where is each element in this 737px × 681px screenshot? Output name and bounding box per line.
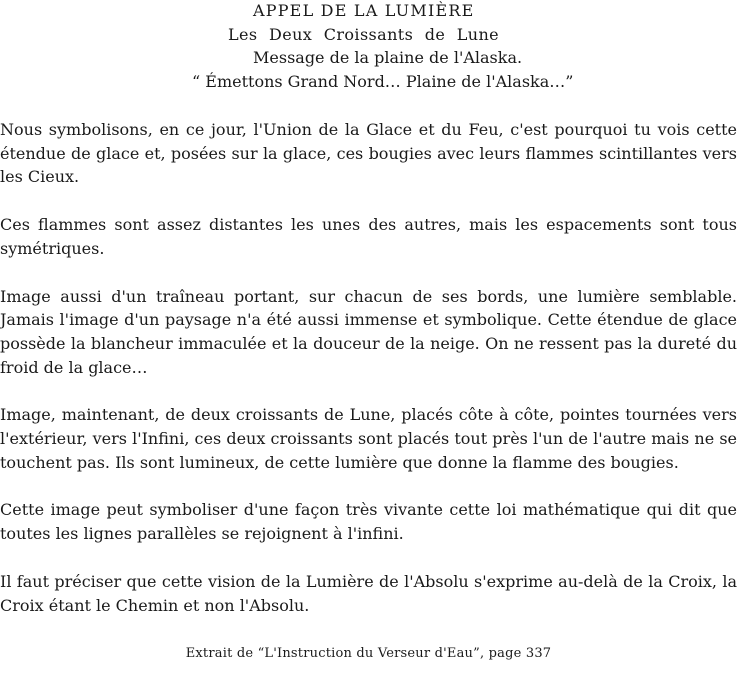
paragraph-4: Image, maintenant, de deux croissants de Lune, placés côte à côte, pointes tournées vers l'extérieur, vers l'Infini, ces deux croissants sont placés tout près l'un de l'autre mais ne se touchent pas. Ils sont lumineux, de cette lumière que donne la flamme des bougies. [0,405,737,472]
quote-line: “ Émettons Grand Nord… Plaine de l'Alaska…” [192,72,574,91]
paragraph-2: Ces flammes sont assez distantes les unes des autres, mais les espacements sont tous symétriques. [0,215,737,258]
document-subtitle: Les Deux Croissants de Lune [228,25,500,44]
source-citation: Extrait de “L'Instruction du Verseur d'Eau”, page 337 [185,646,552,661]
document-body [0,118,737,641]
paragraph-5: Cette image peut symboliser d'une façon très vivante cette loi mathématique qui dit que toutes les lignes parallèles se rejoignent à l'infini. [0,500,737,544]
paragraph-1: Nous symbolisons, en ce jour, l'Union de la Glace et du Feu, c'est pourquoi tu vois cette étendue de glace et, posées sur la glace, ces bougies avec leurs flammes scintillantes vers les Cieux. [0,120,737,187]
document-title: APPEL DE LA LUMIÈRE [253,1,475,20]
paragraph-6: Il faut préciser que cette vision de la Lumière de l'Absolu s'exprime au-delà de la Croix, la Croix étant le Chemin et non l'Absolu. [0,571,737,615]
message-line: Message de la plaine de l'Alaska. [253,48,523,67]
paragraph-3: Image aussi d'un traîneau portant, sur chacun de ses bords, une lumière semblable. Jamais l'image d'un paysage n'a été aussi immense et symbolique. Cette étendue de glace possède la blancheur immaculée et la douceur de la neige. On ne ressent pas la dureté du froid de la glace… [0,286,737,377]
